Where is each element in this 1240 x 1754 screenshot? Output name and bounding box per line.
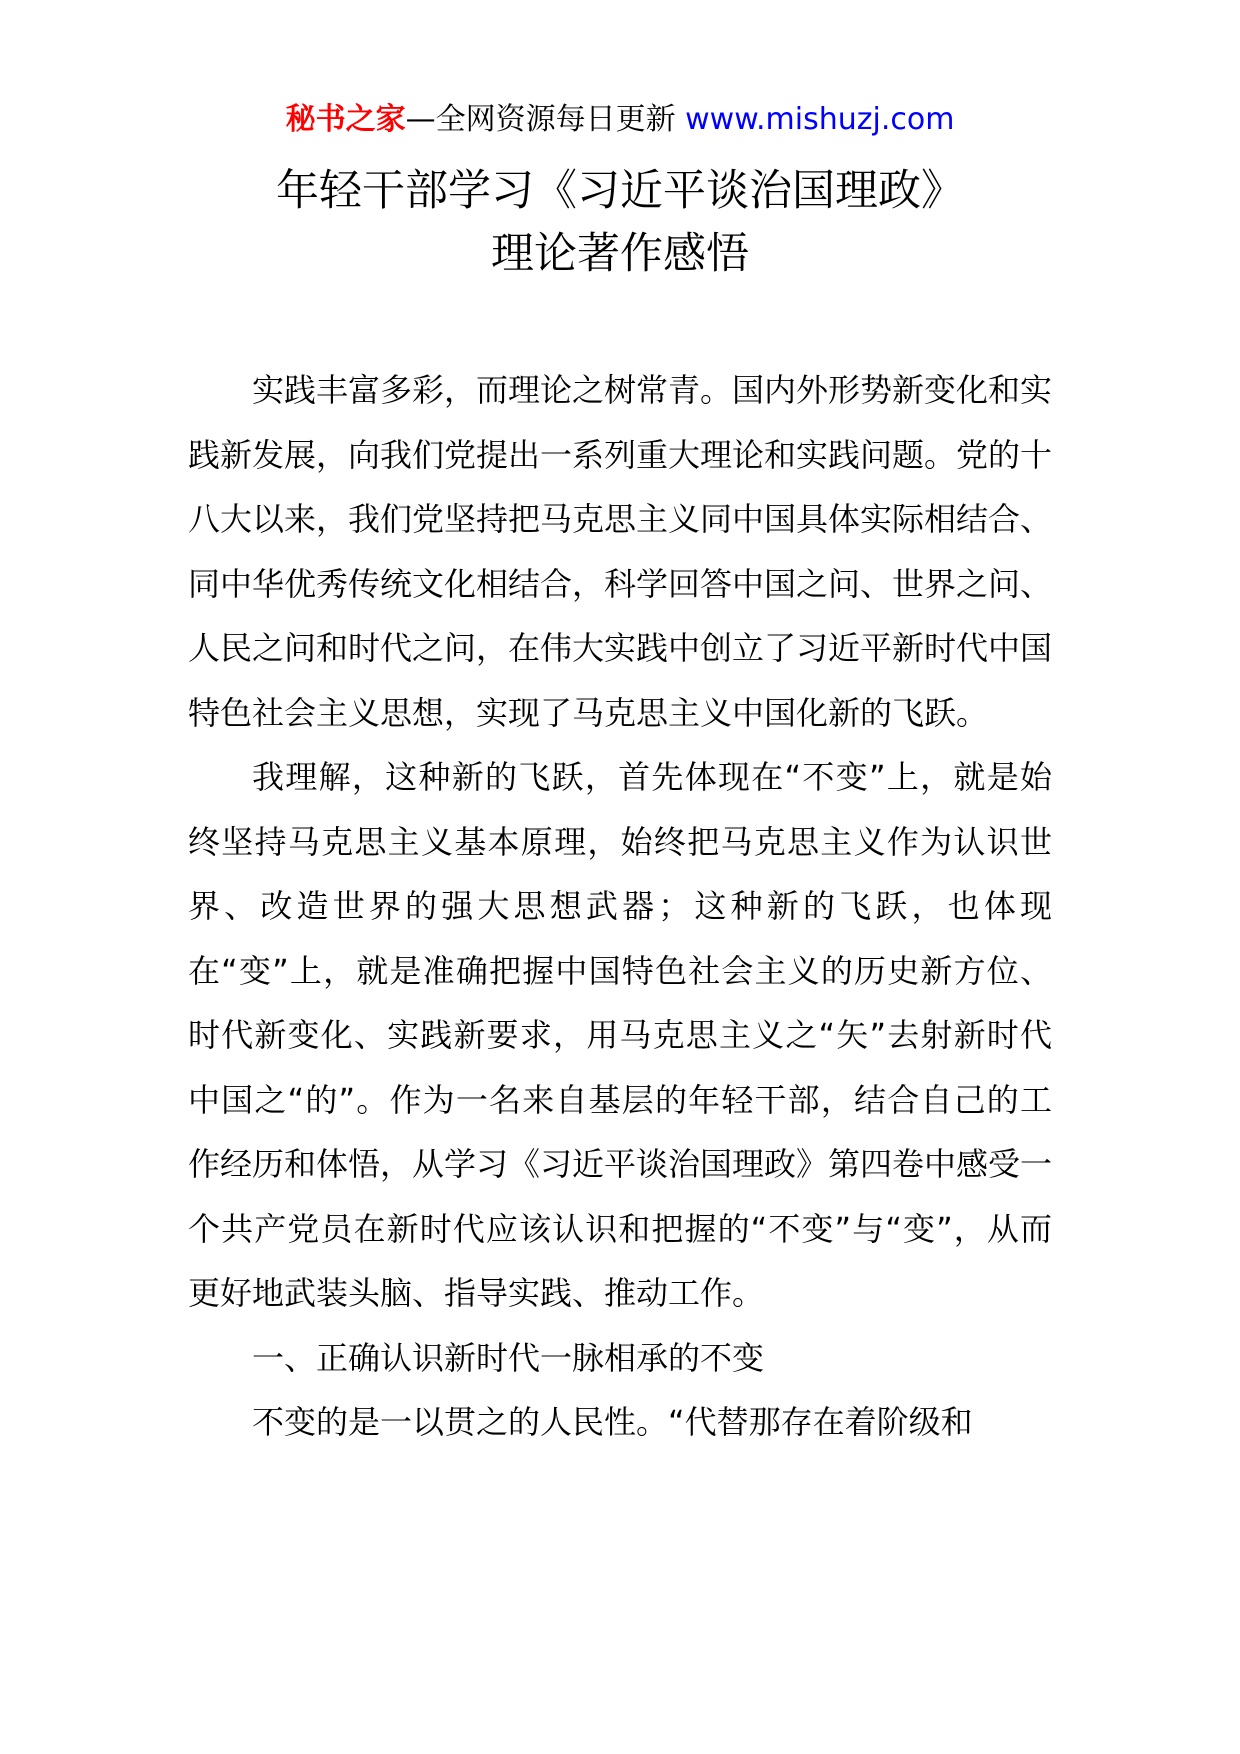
site-url-link[interactable]: www.mishuzj.com (685, 102, 955, 137)
section-heading: 一、正确认识新时代一脉相承的不变 (252, 1338, 765, 1377)
body-paragraph: 实践丰富多彩，而理论之树常青。国内外形势新变化和实践新发展，向我们党提出一系列重大理论和实践问题。党的十八大以来，我们党坚持把马克思主义同中国具体实际相结合、同中华优秀传统文化相结合，科学回答中国之问、世界之问、人民之问和时代之问，在伟大实践中创立了习近平新时代中国特色社会主义思想，实现了马克思主义中国化新的飞跃。 (188, 371, 1053, 732)
document-body (188, 358, 1052, 1455)
header-tagline: —全网资源每日更新 (405, 102, 686, 137)
body-paragraph: 我理解，这种新的飞跃，首先体现在“不变”上，就是始终坚持马克思主义基本原理，始终把马克思主义作为认识世界、改造世界的强大思想武器；这种新的飞跃，也体现在“变”上，就是准确把握中国特色社会主义的历史新方位、时代新变化、实践新要求，用马克思主义之“矢”去射新时代中国之“的”。作为一名来自基层的年轻干部，结合自己的工作经历和体悟，从学习《习近平谈治国理政》第四卷中感受一个共产党员在新时代应该认识和把握的“不变”与“变”，从而更好地武装头脑、指导实践、推动工作。 (188, 758, 1053, 1312)
brand-name: 秘书之家 (285, 102, 406, 137)
site-header (0, 100, 1240, 140)
title-line-2: 理论著作感悟 (491, 229, 749, 279)
document-title (0, 160, 1240, 286)
body-paragraph: 不变的是一以贯之的人民性。“代替那存在着阶级和 (252, 1403, 973, 1441)
title-line-1: 年轻干部学习《习近平谈治国理政》 (276, 166, 964, 216)
